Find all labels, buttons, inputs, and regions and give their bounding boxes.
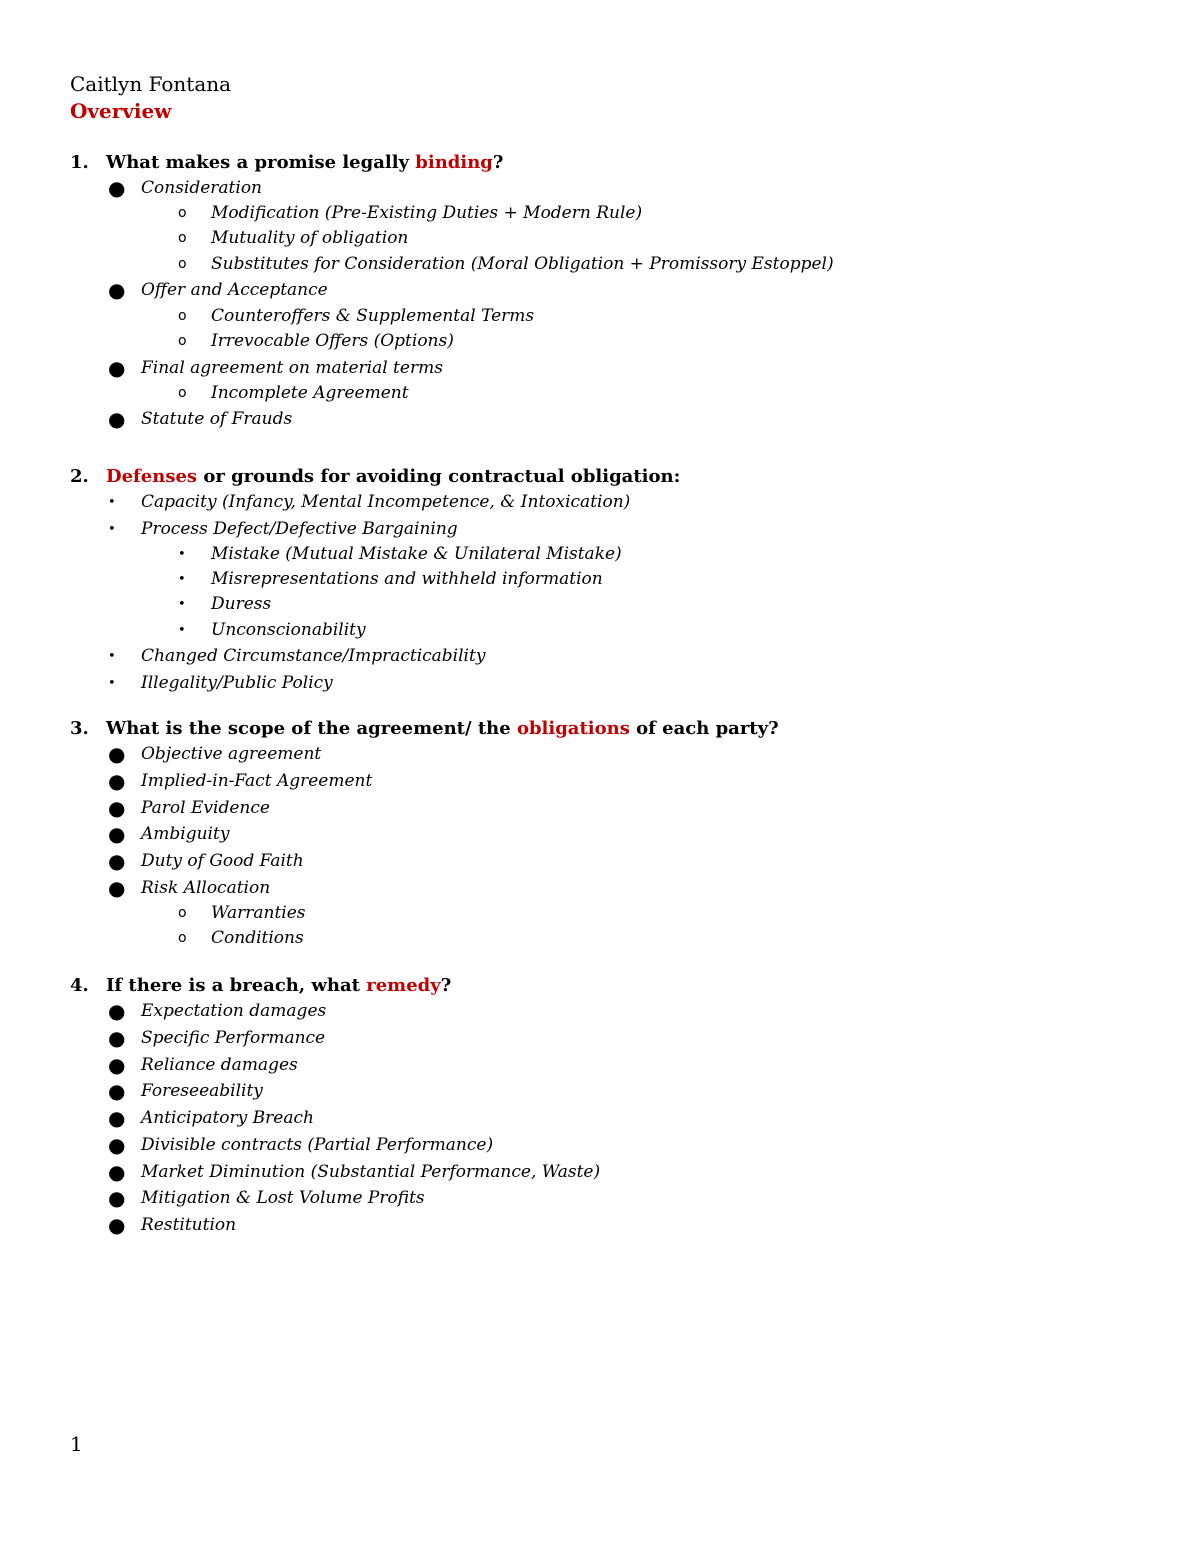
section-heading [70, 973, 1130, 999]
bullet-disc-icon: ● [108, 768, 126, 793]
list-item-text: Objective agreement [141, 744, 322, 764]
bullet-dot-icon: • [178, 572, 186, 588]
bullet-disc-icon: ● [108, 1159, 126, 1184]
list-item-text: Final agreement on material terms [141, 357, 443, 378]
heading-text: ? [440, 975, 452, 996]
list-item [70, 1160, 1130, 1185]
bullet-dot-icon: • [108, 649, 116, 665]
bullet-dot-icon: • [178, 622, 186, 638]
bullet-dot-icon: • [108, 676, 116, 692]
list-item-text: Statute of Frauds [141, 409, 293, 430]
list-item-text: Offer and Acceptance [141, 280, 328, 301]
bullet-circle-icon: o [178, 307, 187, 324]
heading-keyword: remedy [366, 975, 441, 996]
list-item-text: Expectation damages [141, 1001, 327, 1021]
list-item [70, 999, 1130, 1024]
bullet-circle-icon: o [178, 255, 187, 272]
bullet-dot-icon: • [108, 495, 116, 510]
list-item [70, 517, 1130, 542]
list-item-text: Foreseeability [141, 1081, 263, 1102]
list-item [70, 1133, 1130, 1158]
bullet-disc-icon: ● [108, 875, 126, 900]
heading-text: ? [492, 152, 504, 173]
bullet-disc-icon: ● [108, 795, 126, 820]
list-item-text: Mitigation & Lost Volume Profits [141, 1188, 425, 1209]
bullet-dot-icon: • [178, 546, 186, 562]
list-item-text: Parol Evidence [141, 797, 270, 818]
section-heading [70, 150, 1130, 176]
bullet-disc-icon: ● [108, 742, 126, 766]
section-number: 1. [70, 152, 89, 173]
list-item-text: Divisible contracts (Partial Performance) [141, 1134, 494, 1155]
list-item [70, 796, 1130, 821]
page-number: 1 [70, 1432, 83, 1456]
list-item-text: Conditions [211, 928, 304, 949]
heading-keyword: Defenses [106, 466, 198, 487]
list-item [70, 671, 1130, 696]
list-item [70, 226, 1130, 251]
list-item [70, 278, 1130, 303]
list-item [70, 822, 1130, 847]
bullet-circle-icon: o [178, 905, 187, 922]
list-item-text: Restitution [141, 1215, 237, 1236]
list-item [70, 1026, 1130, 1051]
outline-section [70, 464, 1130, 696]
bullet-disc-icon: ● [108, 822, 126, 847]
outline-section [70, 716, 1130, 951]
list-item-text: Capacity (Infancy, Mental Incompetence, & Intoxication) [141, 492, 631, 512]
bullet-disc-icon: ● [108, 176, 126, 200]
list-item [70, 567, 1130, 592]
outline-section [70, 150, 1130, 433]
bullet-disc-icon: ● [108, 1079, 126, 1104]
list-item-text: Mutuality of obligation [211, 228, 409, 249]
list-item-text: Illegality/Public Policy [141, 673, 333, 694]
list-item [70, 1186, 1130, 1211]
heading-text: What makes a promise legally [106, 152, 416, 173]
list-item-text: Specific Performance [141, 1027, 326, 1048]
list-item-text: Implied-in-Fact Agreement [141, 770, 373, 791]
list-item-text: Anticipatory Breach [141, 1108, 314, 1129]
list-item [70, 1053, 1130, 1078]
bullet-circle-icon: o [178, 332, 187, 349]
list-item [70, 329, 1130, 354]
list-item-text: Consideration [141, 178, 263, 198]
bullet-circle-icon: o [178, 230, 187, 247]
outline-section [70, 973, 1130, 1238]
bullet-disc-icon: ● [108, 407, 126, 432]
bullet-circle-icon: o [178, 384, 187, 401]
list-item [70, 742, 1130, 767]
bullet-disc-icon: ● [108, 1186, 126, 1211]
list-item [70, 1106, 1130, 1131]
bullet-disc-icon: ● [108, 1052, 126, 1077]
list-item-text: Duty of Good Faith [141, 851, 304, 872]
list-item-text: Misrepresentations and withheld information [211, 569, 603, 590]
heading-text: of each party? [629, 718, 779, 739]
section-number: 3. [70, 718, 89, 739]
list-item [70, 542, 1130, 567]
list-item [70, 618, 1130, 643]
list-item [70, 876, 1130, 901]
section-heading [70, 464, 1130, 490]
list-item [70, 176, 1130, 201]
list-item-text: Reliance damages [141, 1054, 298, 1075]
list-item-text: Unconscionability [211, 619, 366, 640]
list-item [70, 381, 1130, 406]
section-number: 4. [70, 975, 89, 996]
list-item-text: Process Defect/Defective Bargaining [141, 518, 458, 539]
bullet-circle-icon: o [178, 205, 187, 222]
list-item [70, 849, 1130, 874]
bullet-disc-icon: ● [108, 1025, 126, 1050]
bullet-disc-icon: ● [108, 999, 126, 1023]
list-item [70, 252, 1130, 277]
list-item [70, 407, 1130, 432]
bullet-disc-icon: ● [108, 1213, 126, 1238]
list-item-text: Mistake (Mutual Mistake & Unilateral Mistake) [211, 543, 622, 564]
list-item-text: Substitutes for Consideration (Moral Obligation + Promissory Estoppel) [211, 253, 834, 274]
heading-text: or grounds for avoiding contractual obligation: [197, 466, 681, 487]
bullet-disc-icon: ● [108, 1132, 126, 1157]
bullet-disc-icon: ● [108, 849, 126, 874]
author-name: Caitlyn Fontana [70, 72, 232, 96]
list-item-text: Ambiguity [141, 824, 230, 845]
list-item [70, 490, 1130, 515]
list-item [70, 304, 1130, 329]
list-item-text: Counteroffers & Supplemental Terms [211, 305, 535, 326]
list-item [70, 201, 1130, 226]
list-item [70, 769, 1130, 794]
heading-keyword: binding [415, 152, 493, 173]
heading-keyword: obligations [516, 718, 630, 739]
bullet-disc-icon: ● [108, 1106, 126, 1131]
bullet-dot-icon: • [178, 597, 186, 613]
list-item [70, 356, 1130, 381]
list-item [70, 1213, 1130, 1238]
section-heading [70, 716, 1130, 742]
list-item [70, 926, 1130, 951]
heading-text: What is the scope of the agreement/ the [106, 718, 517, 739]
heading-text: If there is a breach, what [106, 975, 367, 996]
list-item-text: Modification (Pre-Existing Duties + Modern Rule) [211, 203, 643, 224]
list-item-text: Duress [211, 594, 272, 615]
list-item [70, 592, 1130, 617]
document-title: Overview [70, 99, 172, 123]
list-item [70, 901, 1130, 926]
list-item-text: Market Diminution (Substantial Performance, Waste) [141, 1161, 601, 1182]
bullet-dot-icon: • [108, 521, 116, 537]
bullet-disc-icon: ● [108, 355, 126, 380]
list-item-text: Risk Allocation [141, 877, 271, 898]
bullet-circle-icon: o [178, 930, 187, 947]
list-item-text: Incomplete Agreement [211, 382, 409, 403]
list-item-text: Irrevocable Offers (Options) [211, 330, 454, 351]
list-item-text: Changed Circumstance/Impracticability [141, 646, 486, 667]
section-number: 2. [70, 466, 89, 487]
list-item-text: Warranties [211, 903, 306, 924]
list-item [70, 1079, 1130, 1104]
list-item [70, 644, 1130, 669]
bullet-disc-icon: ● [108, 278, 126, 303]
